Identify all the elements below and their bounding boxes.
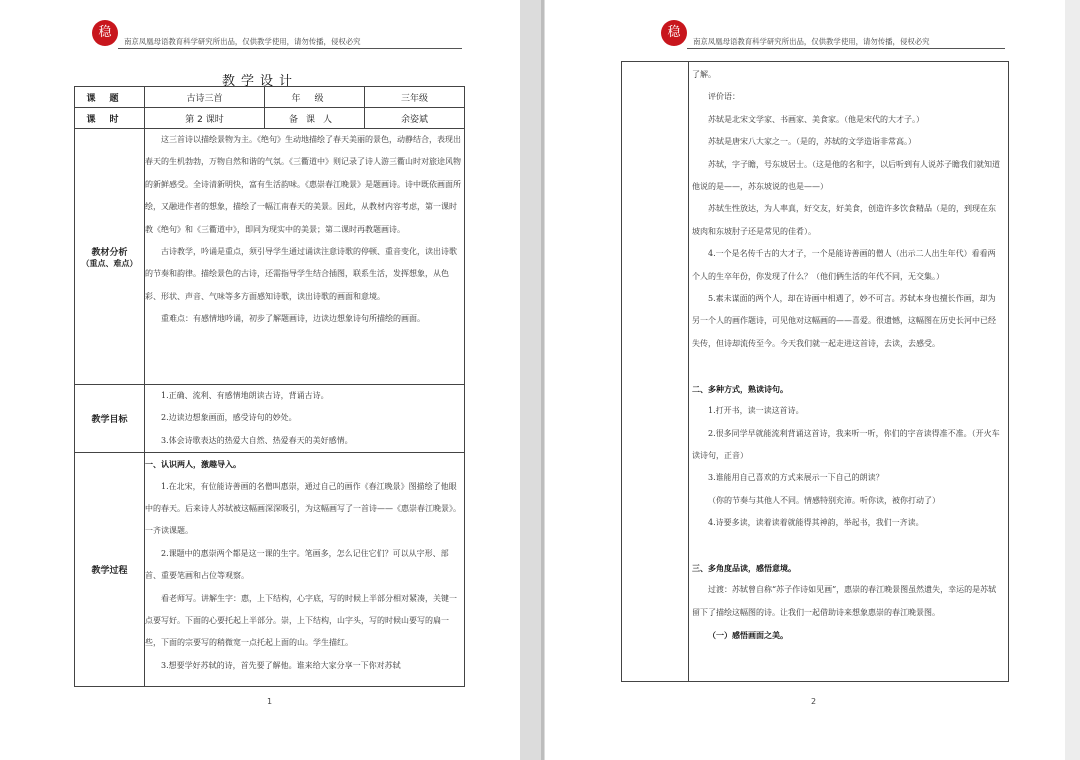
process-paragraph: 评价语：: [708, 92, 740, 102]
grade-label: 年级: [291, 93, 338, 104]
section-heading: 三、多角度品读，感悟意境。: [692, 562, 796, 573]
document-title: 教学设计: [221, 74, 298, 89]
table-row-period: [75, 108, 465, 129]
period-value: 第 2 课时: [145, 108, 265, 129]
process-label: 教学过程: [75, 453, 145, 687]
analysis-paragraph: 这三首诗以描绘景物为主。《绝句》生动地描绘了春天美丽的景色，动静结合，表现出春天的生机勃勃，万物自然和谐的气氛。《三衢道中》则记录了诗人游三衢山时对旅途风物的新鲜感受。全诗清新明快，富有生活韵味。《惠崇春江晚景》是题画诗。诗中既依画面所绘，又融进作者的想象，描绘了一幅江南春天的美景。因此，从教材内容考虑，第一课时教《绝句》和《三衢道中》，即同为现实中的美景；第二课时再教题画诗。: [145, 135, 461, 234]
period-label: 课时: [86, 114, 133, 125]
process-continuation-content: [692, 64, 1002, 647]
process-paragraph: 1.打开书，读一读这首诗。: [708, 406, 804, 416]
paragraph-gap: [692, 355, 1002, 377]
paragraph-gap: [692, 535, 1002, 557]
table-row-topic: [75, 87, 465, 108]
page-number: 2: [811, 697, 817, 706]
process-paragraph: 苏轼是北宋文学家、书画家、美食家。（他是宋代的大才子。）: [708, 114, 924, 124]
header-rule: [687, 48, 1005, 49]
page-header: [92, 20, 462, 48]
document-page-1: [0, 0, 520, 760]
process-paragraph: 苏轼生性放达，为人率真，好交友，好美食，创造许多饮食精品（是的，到现在东坡肉和东坡肘子还是常见的佳肴）。: [692, 204, 996, 236]
label-column-divider: [688, 62, 689, 681]
goal-item: 3.体会诗歌表达的热爱大自然、热爱春天的美好感情。: [161, 435, 353, 445]
continued-text: 了解。: [692, 70, 716, 79]
table-row-analysis: [75, 129, 465, 385]
goal-item: 2.边读边想象画面，感受诗句的妙处。: [161, 413, 297, 423]
process-paragraph: 3.想要学好苏轼的诗，首先要了解他。谁来给大家分享一下你对苏轼: [161, 660, 401, 670]
process-paragraph: 过渡：苏轼曾自称“苏子作诗如见画”，惠崇的春江晚景图虽然遗失，幸运的是苏轼留下了描绘这幅图的诗。让我们一起借助诗来想象惠崇的春江晚景图。: [692, 585, 997, 617]
process-paragraph: 4.一个是名传千古的大才子，一个是能诗善画的僧人（出示二人出生年代）看看两个人的生卒年份，你发现了什么？（他们俩生活的年代不同，无交集。）: [692, 249, 996, 281]
process-paragraph: 2.课题中的惠崇两个都是这一课的生字。笔画多，怎么记住它们？可以从字形、部首、重要笔画和占位等观察。: [145, 548, 449, 581]
analysis-label: 教材分析: [91, 247, 128, 258]
analysis-paragraph: 古诗教学，吟诵是重点，须引导学生通过诵读注意诗歌的停顿、重音变化，读出诗歌的节奏和韵律。描绘景色的古诗，还需指导学生结合插图，联系生活，发挥想象，从色彩、形状、声音、气味等多方面感知诗歌，读出诗歌的画面和意境。: [145, 247, 457, 301]
preparer-label: 备课人: [288, 114, 340, 125]
subsection-heading: （一）感悟画面之美。: [708, 630, 788, 641]
process-paragraph: 看老师写。讲解生字：惠，上下结构，心字底，写的时候上半部分相对紧凑，关键一点要写好。下面的心要托起上半部分。崇，上下结构，山字头，写的时候山要写的扁一些，下面的宗要写的稍微宽一点托起上面的山。学生描红。: [145, 593, 457, 648]
process-heading: 一、认识两人，激趣导入。: [145, 459, 241, 470]
process-paragraph: 苏轼是唐宋八大家之一。（是的，苏轼的文学造诣非常高。）: [708, 137, 916, 147]
process-paragraph: 2.很多同学早就能流利背诵这首诗，我来听一听，你们的字音读得准不准。（开火车读诗句，正音）: [692, 428, 1000, 460]
page-gutter-line: [541, 0, 544, 760]
header-text: 南京凤凰母语教育科学研究所出品，仅供教学使用，请勿传播，侵权必究: [693, 37, 930, 46]
topic-value: 古诗三首: [145, 87, 265, 108]
page-number: 1: [267, 697, 273, 706]
process-paragraph: （你的节奏与其他人不同。情感特别充沛。听你读，被你打动了）: [708, 495, 940, 505]
goal-item: 1.正确、流利、有感情地朗读古诗，背诵古诗。: [161, 391, 329, 400]
analysis-sublabel: （重点、难点）: [81, 258, 138, 268]
header-rule: [118, 48, 462, 49]
grade-value: 三年级: [365, 87, 465, 108]
header-text: 南京凤凰母语教育科学研究所出品，仅供教学使用，请勿传播，侵权必究: [124, 37, 361, 46]
process-paragraph: 4.诗要多读，读着读着就能得其神韵，举起书，我们一齐读。: [708, 518, 924, 528]
goals-label: 教学目标: [75, 385, 145, 453]
preparer-value: 余姿斌: [365, 108, 465, 129]
section-heading: 二、多种方式，熟读诗句。: [692, 383, 788, 394]
table-row-process: [75, 453, 465, 687]
document-page-2: [545, 0, 1065, 760]
publisher-seal-logo: 稳: [661, 20, 687, 46]
page-header: [661, 20, 1031, 48]
process-paragraph: 苏轼，字子瞻，号东坡居士。（这是他的名和字，以后听到有人说苏子瞻我们就知道他说的是——，苏东坡说的也是——）: [692, 159, 1000, 192]
lesson-plan-table: [74, 86, 465, 687]
table-row-goals: [75, 385, 465, 453]
analysis-paragraph: 重难点：有感情地吟诵，初步了解题画诗，边读边想象诗句所描绘的画面。: [161, 314, 425, 324]
process-continuation-table: [621, 61, 1009, 682]
process-paragraph: 3.谁能用自己喜欢的方式来展示一下自己的朗读？: [708, 473, 884, 483]
publisher-seal-logo: 稳: [92, 20, 118, 46]
process-paragraph: 5.素未谋面的两个人，却在诗画中相遇了，妙不可言。苏轼本身也擅长作画，却为另一个人的画作题诗，可见他对这幅画的——喜爱。很遗憾，这幅图在历史长河中已经失传，但诗却流传至今。今天我们就一起走进这首诗，去读，去感受。: [692, 294, 996, 348]
process-paragraph: 1.在北宋，有位能诗善画的名僧叫惠崇，通过自己的画作《春江晚景》图描绘了他眼中的春天。后来诗人苏轼被这幅画深深吸引，为这幅画写了一首诗——《惠崇春江晚景》。一齐读课题。: [145, 481, 461, 536]
topic-label: 课题: [86, 93, 133, 104]
